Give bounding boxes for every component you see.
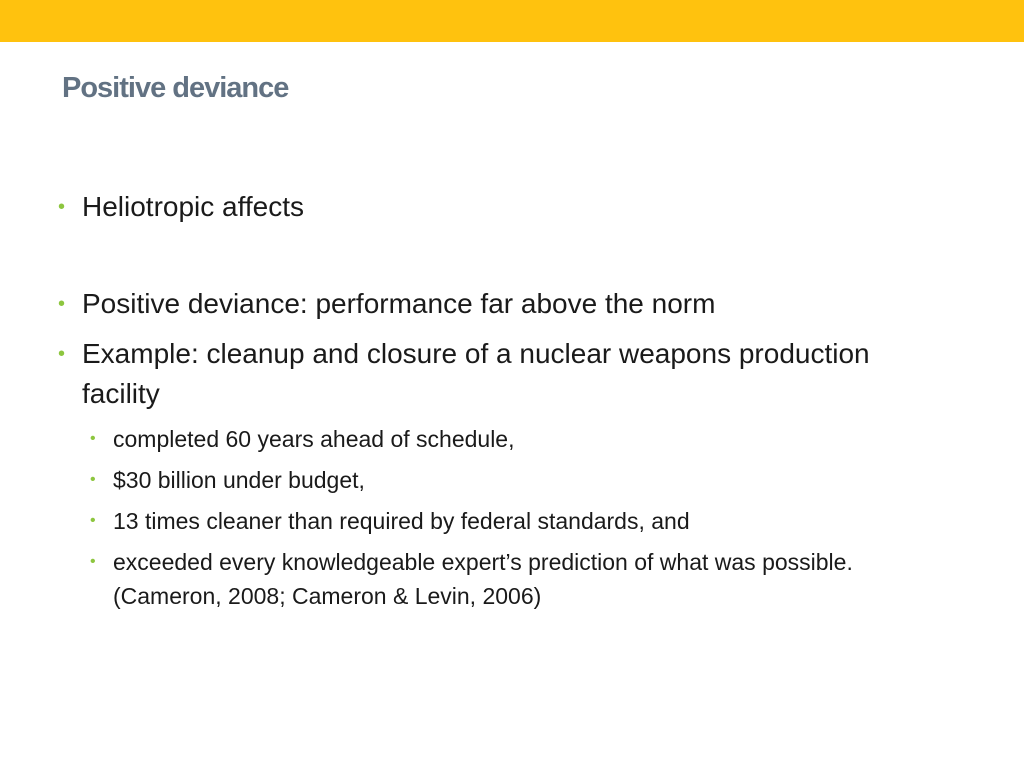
sub-bullet-item — [90, 545, 920, 613]
bullet-text: Example: cleanup and closure of a nuclear weapons production facility — [82, 338, 870, 409]
bullet-item — [58, 187, 898, 227]
sub-bullet-text: $30 billion under budget, — [113, 467, 365, 493]
sub-bullet-text: 13 times cleaner than required by federal standards, and — [113, 508, 690, 534]
bullet-item — [58, 284, 898, 324]
bullet-item — [58, 334, 878, 414]
sub-bullet-text: completed 60 years ahead of schedule, — [113, 426, 515, 452]
sub-bullet-item — [90, 504, 930, 538]
bullet-dot-icon: • — [58, 293, 66, 315]
sub-bullet-item — [90, 422, 930, 456]
sub-bullet-text: exceeded every knowledgeable expert’s prediction of what was possible. (Cameron, 2008; Cameron & Levin, 2006) — [113, 549, 853, 609]
bullet-dot-icon: • — [58, 196, 66, 218]
bullet-dot-icon: • — [58, 343, 66, 365]
bullet-dot-icon: • — [90, 471, 96, 488]
slide-title: Positive deviance — [62, 72, 289, 104]
bullet-dot-icon: • — [90, 553, 96, 570]
bullet-dot-icon: • — [90, 512, 96, 529]
bullet-text: Heliotropic affects — [82, 191, 305, 222]
sub-bullet-item — [90, 463, 930, 497]
bullet-dot-icon: • — [90, 430, 96, 447]
bullet-text: Positive deviance: performance far above the norm — [82, 288, 716, 319]
header-accent-bar — [0, 0, 1024, 42]
